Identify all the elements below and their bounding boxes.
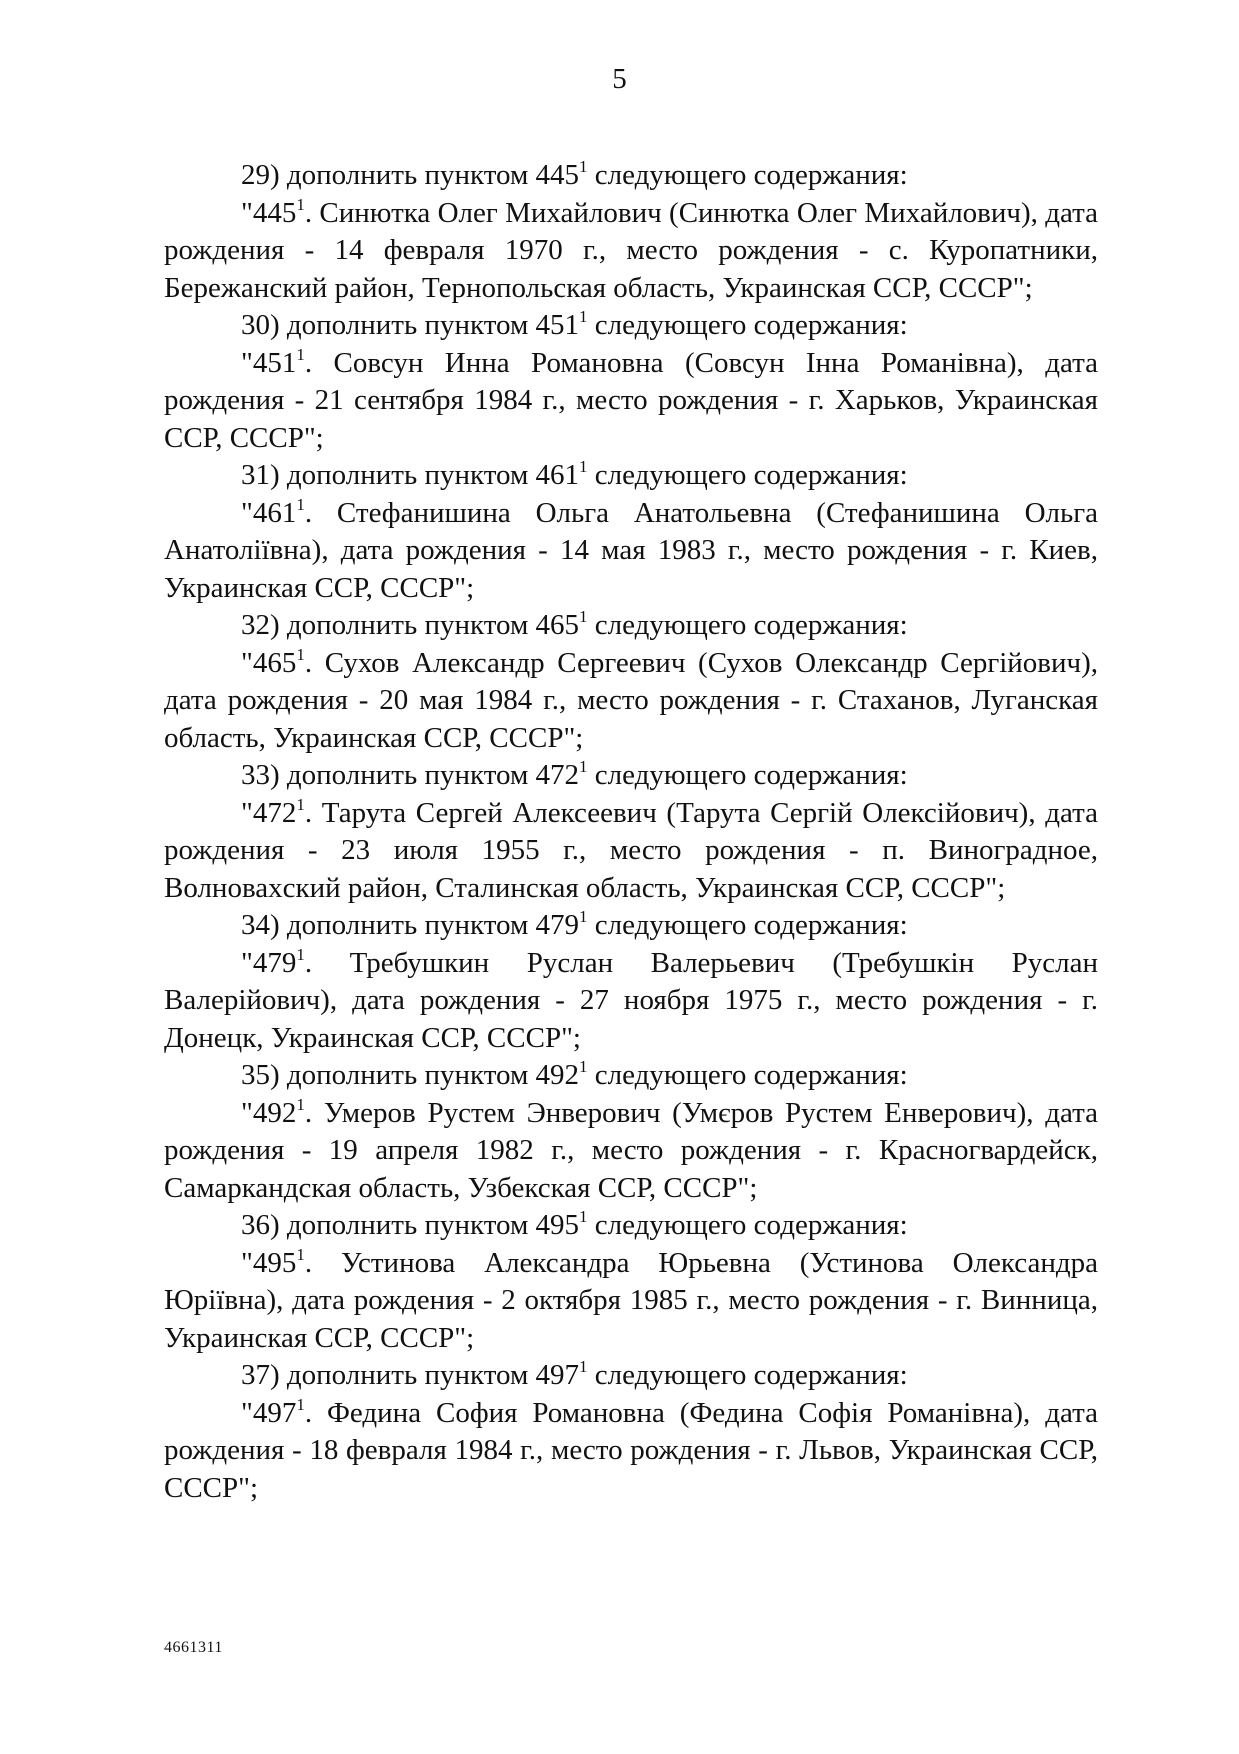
superscript-mark: 1 [579,907,588,927]
superscript-mark: 1 [296,494,305,514]
amendments-list [164,157,1098,1507]
item-number: "461 [241,496,297,529]
superscript-mark: 1 [296,1244,305,1264]
instruction-text: следующего содержания: [587,159,908,191]
page-number: 5 [612,63,627,95]
superscript-mark: 1 [579,757,588,777]
item-text: . Стефанишина Ольга Анатольевна (Стефанишина Ольга Анатоліївна), дата рождения - 14 мая 1983 г., место рождения - г. Киев, Украинская ССР, СССР"; [164,496,1098,604]
amendment-instruction [164,1357,1098,1395]
superscript-mark: 1 [296,644,305,664]
instruction-text: следующего содержания: [587,909,908,941]
amendment-instruction [164,1057,1098,1095]
superscript-mark: 1 [579,307,588,327]
instruction-text: следующего содержания: [587,759,908,791]
superscript-mark: 1 [296,1094,305,1114]
instruction-text: следующего содержания: [587,1359,908,1391]
instruction-text: следующего содержания: [587,459,908,491]
superscript-mark: 1 [296,794,305,814]
instruction-text: 36) дополнить пунктом 495 [241,1209,580,1241]
instruction-text: 30) дополнить пунктом 451 [241,309,580,341]
item-number: "492 [241,1096,297,1129]
item-text: . Тарута Сергей Алексеевич (Тарута Сергій Олексійович), дата рождения - 23 июля 1955 г., место рождения - п. Виноградное, Волноваxский район, Сталинская область, Украинская ССР, СССР"; [164,796,1098,904]
superscript-mark: 1 [296,194,305,214]
amendment-instruction [164,757,1098,795]
instruction-text: следующего содержания: [587,309,908,341]
document-code: 4661311 [164,1639,223,1656]
amendment-item [164,495,1098,608]
superscript-mark: 1 [579,607,588,627]
instruction-text: следующего содержания: [587,609,908,641]
item-number: "445 [241,196,297,229]
instruction-text: 34) дополнить пунктом 479 [241,909,580,941]
amendment-instruction [164,457,1098,495]
amendment-item [164,345,1098,458]
amendment-item [164,645,1098,758]
superscript-mark: 1 [579,1057,588,1077]
instruction-text: 33) дополнить пунктом 472 [241,759,580,791]
superscript-mark: 1 [579,157,588,177]
item-text: . Требушкин Руслан Валерьевич (Требушкін Руслан Валерійович), дата рождения - 27 ноября 1975 г., место рождения - г. Донецк, Украинская ССР, СССР"; [164,946,1098,1054]
instruction-text: следующего содержания: [587,1209,908,1241]
item-number: "465 [241,646,297,679]
item-text: . Федина София Романовна (Федина Софія Романівна), дата рождения - 18 февраля 1984 г., место рождения - г. Львов, Украинская ССР, СССР"; [164,1396,1098,1504]
amendment-item [164,795,1098,908]
item-number: "497 [241,1396,297,1429]
instruction-text: 37) дополнить пунктом 497 [241,1359,580,1391]
amendment-item [164,1395,1098,1508]
amendment-item [164,1245,1098,1358]
instruction-text: следующего содержания: [587,1059,908,1091]
instruction-text: 31) дополнить пунктом 461 [241,459,580,491]
superscript-mark: 1 [579,1207,588,1227]
item-number: "451 [241,346,297,379]
item-number: "495 [241,1246,297,1279]
amendment-instruction [164,307,1098,345]
item-text: . Синютка Олег Михайлович (Синютка Олег Михайлович), дата рождения - 14 февраля 1970 г., место рождения - с. Куропатники, Бережанский район, Тернопольская область, Украинская ССР, СССР"; [164,196,1098,304]
amendment-item [164,195,1098,308]
item-number: "479 [241,946,297,979]
item-number: "472 [241,796,297,829]
item-text: . Устинова Александра Юрьевна (Устинова Олександра Юріївна), дата рождения - 2 октября 1985 г., место рождения - г. Винница, Украинская ССР, СССР"; [164,1246,1098,1354]
amendment-instruction [164,907,1098,945]
item-text: . Сухов Александр Сергеевич (Сухов Олександр Сергійович), дата рождения - 20 мая 1984 г., место рождения - г. Стаханов, Луганская область, Украинская ССР, СССР"; [164,646,1098,754]
amendment-instruction [164,1207,1098,1245]
item-text: . Совсун Инна Романовна (Совсун Інна Романівна), дата рождения - 21 сентября 1984 г., место рождения - г. Харьков, Украинская ССР, СССР"; [164,346,1098,454]
amendment-item [164,945,1098,1058]
instruction-text: 32) дополнить пунктом 465 [241,609,580,641]
superscript-mark: 1 [579,457,588,477]
amendment-item [164,1095,1098,1208]
superscript-mark: 1 [296,344,305,364]
amendment-instruction [164,607,1098,645]
superscript-mark: 1 [296,944,305,964]
amendment-instruction [164,157,1098,195]
superscript-mark: 1 [579,1357,588,1377]
instruction-text: 35) дополнить пунктом 492 [241,1059,580,1091]
superscript-mark: 1 [296,1394,305,1414]
item-text: . Умеров Рустем Энверович (Умєров Рустем Енверович), дата рождения - 19 апреля 1982 г., место рождения - г. Красногвардейск, Самаркандская область, Узбекская ССР, СССР"; [164,1096,1098,1204]
instruction-text: 29) дополнить пунктом 445 [241,159,580,191]
